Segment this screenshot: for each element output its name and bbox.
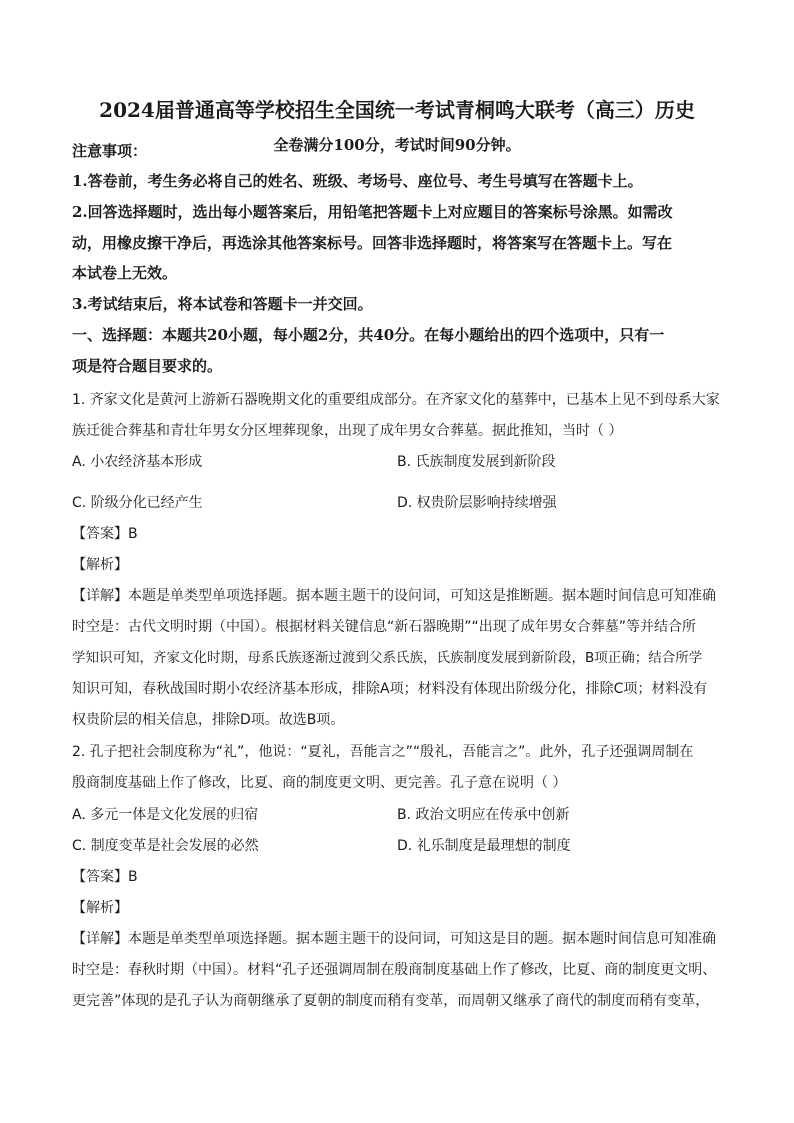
answer-label: 【答案】B (72, 869, 138, 885)
option-d: D. 礼乐制度是最理想的制度 (397, 838, 571, 854)
notes-line: 1.答卷前，考生务必将自己的姓名、班级、考场号、座位号、考生号填写在答题卡上。 (72, 172, 643, 190)
question-stem: 族迁徙合葬基和青壮年男女分区埋葬现象，出现了成年男女合葬墓。据此推知，当时（ ） (72, 423, 623, 439)
detail-line: 权贵阶层的相关信息，排除D项。故选B项。 (72, 712, 345, 728)
option-b: B. 政治文明应在传承中创新 (397, 807, 570, 823)
notes-line: 2.回答选择题时，选出每小题答案后，用铅笔把答题卡上对应题目的答案标号涂黑。如需改 (72, 203, 673, 221)
section-heading: 项是符合题目要求的。 (72, 357, 223, 375)
option-c: C. 阶级分化已经产生 (72, 495, 203, 511)
detail-line: 学知识可知，齐家文化时期，母系氏族逐渐过渡到父系氏族，氏族制度发展到新阶段，B项正确；结合所学 (72, 650, 703, 666)
analysis-label: 【解析】 (72, 557, 128, 573)
option-c: C. 制度变革是社会发展的必然 (72, 838, 259, 854)
detail-line: 【详解】本题是单类型单项选择题。据本题主题干的设问词，可知这是目的题。据本题时间信息可知准确 (72, 931, 716, 947)
notes-line: 3.考试结束后，将本试卷和答题卡一并交回。 (72, 295, 373, 313)
option-a: A. 多元一体是文化发展的归宿 (72, 807, 259, 823)
analysis-label: 【解析】 (72, 900, 128, 916)
option-b: B. 氏族制度发展到新阶段 (397, 454, 556, 470)
option-d: D. 权贵阶层影响持续增强 (397, 495, 557, 511)
detail-line: 时空是：春秋时期（中国）。材料“孔子还强调周制在殷商制度基础上作了修改，比夏、商的制度更文明、 (72, 962, 717, 978)
answer-label: 【答案】B (72, 526, 138, 542)
question-stem: 1. 齐家文化是黄河上游新石器晚期文化的重要组成部分。在齐家文化的墓葬中，已基本上见不到母系大家 (72, 392, 720, 408)
question-stem: 殷商制度基础上作了修改，比夏、商的制度更文明、更完善。孔子意在说明（ ） (72, 775, 567, 791)
page-title: 2024届普通高等学校招生全国统一考试青桐鸣大联考（高三）历史 (99, 98, 695, 122)
detail-line: 知识可知，春秋战国时期小农经济基本形成，排除A项；材料没有体现出阶级分化，排除C项；材料没有 (72, 681, 708, 697)
detail-line: 【详解】本题是单类型单项选择题。据本题主题干的设问词，可知这是推断题。据本题时间信息可知准确 (72, 588, 716, 604)
notes-heading: 注意事项： (72, 142, 148, 160)
notes-line: 本试卷上无效。 (72, 264, 178, 282)
option-a: A. 小农经济基本形成 (72, 454, 203, 470)
section-heading: 一、选择题：本题共20小题，每小题2分，共40分。在每小题给出的四个选项中，只有一 (72, 326, 665, 344)
notes-line: 动，用橡皮擦干净后，再选涂其他答案标号。回答非选择题时，将答案写在答题卡上。写在 (72, 234, 673, 252)
question-stem: 2. 孔子把社会制度称为“礼”，他说：“夏礼，吾能言之”“殷礼，吾能言之”。此外，孔子还强调周制在 (72, 744, 694, 760)
page-subtitle: 全卷满分100分，考试时间90分钟。 (273, 136, 521, 154)
detail-line: 更完善”体现的是孔子认为商朝继承了夏朝的制度而稍有变革，而周朝又继承了商代的制度而稍有变革， (72, 993, 710, 1009)
detail-line: 时空是：古代文明时期（中国）。根据材料关键信息“新石器晚期”“出现了成年男女合葬墓”等并结合所 (72, 619, 697, 635)
